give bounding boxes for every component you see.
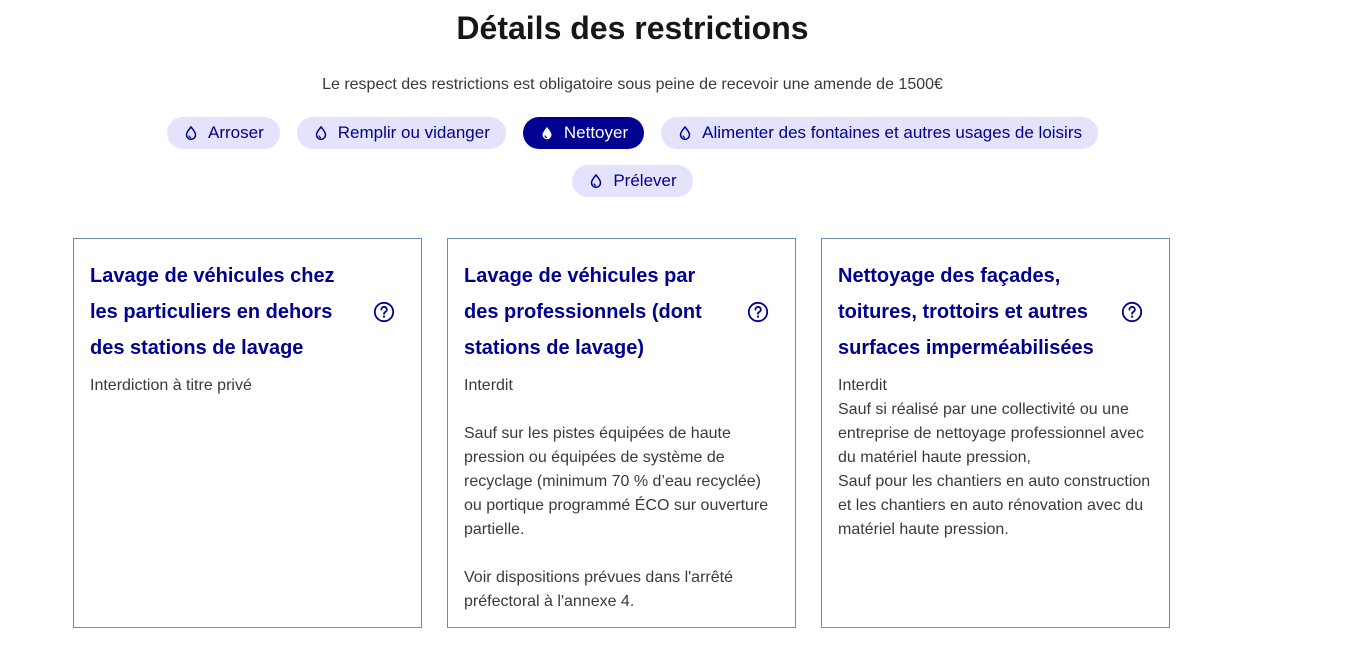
water-drop-icon	[184, 126, 198, 140]
question-circle-icon[interactable]	[1121, 301, 1143, 323]
card-text: Voir dispositions prévues dans l'arrêté préfectoral à l'annexe 4.	[464, 569, 733, 610]
tag-label: Prélever	[613, 171, 677, 190]
page-subtitle: Le respect des restrictions est obligatoire sous peine de recevoir une amende de 1500€	[322, 76, 943, 93]
card-text: Sauf si réalisé par une collectivité ou une entreprise de nettoyage professionnel avec du matériel haute pression,	[838, 401, 1144, 466]
card-title: Nettoyage des façades, toitures, trottoirs et autres surfaces imperméabilisées	[838, 265, 1094, 359]
page-title: Détails des restrictions	[456, 10, 809, 46]
restriction-card	[821, 238, 1170, 628]
tag-prelever[interactable]	[572, 165, 692, 197]
tag-list-second-row	[0, 165, 1265, 197]
card-text: Interdit	[838, 377, 887, 394]
tag-alimenter-des-fontaines[interactable]	[661, 117, 1098, 149]
card-body	[464, 374, 779, 614]
tag-list	[0, 117, 1265, 149]
question-circle-icon[interactable]	[747, 301, 769, 323]
question-circle-icon[interactable]	[373, 301, 395, 323]
tag-remplir-ou-vidanger[interactable]	[297, 117, 506, 149]
tag-arroser[interactable]	[167, 117, 280, 149]
tag-label: Alimenter des fontaines et autres usages de loisirs	[702, 123, 1082, 142]
water-drop-icon	[678, 126, 692, 140]
card-title: Lavage de véhicules par des professionnels (dont stations de lavage)	[464, 265, 702, 359]
restriction-cards	[73, 238, 1170, 628]
card-text: Sauf sur les pistes équipées de haute pression ou équipées de système de recyclage (minimum 70 % d’eau recyclée) ou portique programmé ÉCO sur ouverture partielle.	[464, 425, 769, 538]
water-drop-icon	[589, 174, 603, 188]
card-text: Interdiction à titre privé	[90, 377, 252, 394]
card-text: Sauf pour les chantiers en auto construction et les chantiers en auto rénovation avec du matériel haute pression.	[838, 473, 1151, 538]
tag-label: Arroser	[208, 123, 264, 142]
water-drop-icon	[314, 126, 328, 140]
tag-nettoyer[interactable]	[523, 117, 644, 149]
card-title: Lavage de véhicules chez les particuliers en dehors des stations de lavage	[90, 265, 335, 359]
card-text: Interdit	[464, 377, 513, 394]
tag-label: Remplir ou vidanger	[337, 123, 490, 142]
tag-label: Nettoyer	[563, 123, 629, 142]
restriction-card	[447, 238, 796, 628]
card-body	[838, 374, 1153, 542]
card-body	[90, 374, 405, 398]
water-drop-icon	[540, 126, 554, 140]
restriction-card	[73, 238, 422, 628]
